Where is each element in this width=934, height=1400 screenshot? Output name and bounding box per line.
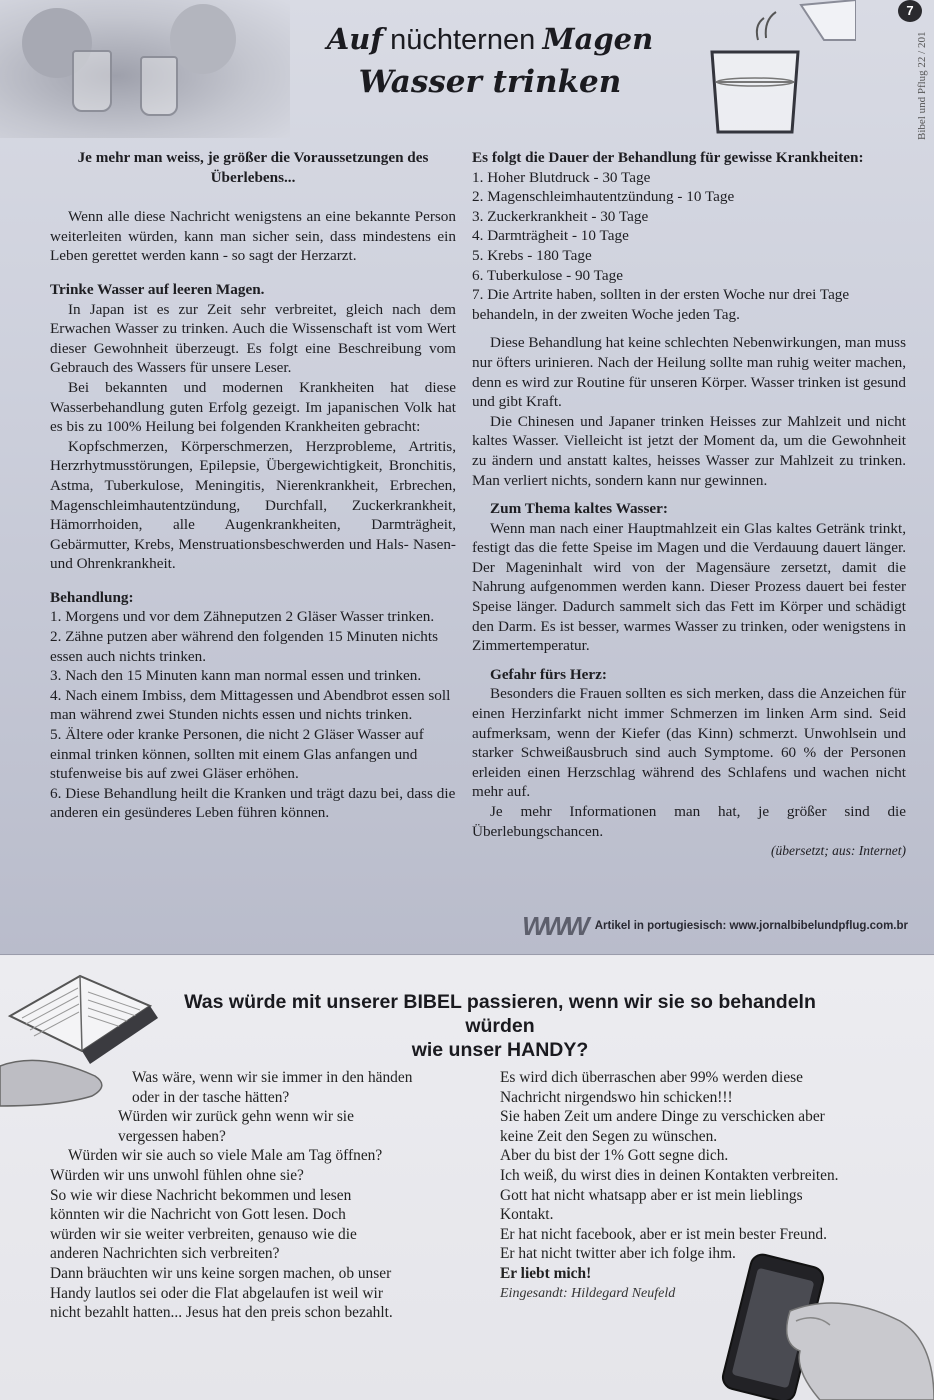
paragraph: Diese Behandlung hat keine schlechten Nebenwirkungen, man muss nur öfters urinieren. Nach der Heilung sollte man ruhig weiter machen, denn es wird zur Routine für unseren Körper. Wasser trinken ist gesund und gibt Kraft. — [472, 334, 906, 411]
text-line: Aber du bist der 1% Gott segne dich. — [500, 1147, 729, 1165]
header-photo-people-toasting — [0, 0, 290, 138]
water-glass-pouring-icon — [706, 0, 856, 135]
treatment-list — [50, 607, 456, 823]
paragraph: Je mehr Informationen man hat, je größer sind die Überlebungschancen. — [472, 803, 906, 840]
website-link-text[interactable]: Artikel in portugiesisch: www.jornalbibelundpflug.com.br — [594, 920, 908, 932]
list-item: 6. Diese Behandlung heilt die Kranken und trägt dazu bei, dass die anderen ein gesünderes Leben führen können. — [50, 784, 456, 822]
text-line: Dann bräuchten wir uns keine sorgen machen, ob unser — [50, 1264, 392, 1282]
list-item: 2. Zähne putzen aber während den folgenden 15 Minuten nichts essen auch nichts trinken. — [50, 628, 439, 665]
poem-column-left — [50, 1068, 470, 1323]
paragraph: Wenn man nach einer Hauptmahlzeit ein Glas kaltes Getränk trinkt, festigt das die fette Speise im Magen und die Verdauung dauert länger. Der Mageninhalt wird von der Magensäure zersetzt, damit die Nahrung aufgenommen werden kann. Dieser Prozess dauert bei fester Speise länger. Dadurch sammelt sich das Fett im Körper und schädigt den Darm. Es ist besser, warmes Wasser zu trinken, oder wenigstens in Zimmertemperatur. — [472, 519, 906, 655]
text-line: Er hat nicht facebook, aber er ist mein bester Freund. — [500, 1225, 827, 1243]
duration-heading: Es folgt die Dauer der Behandlung für gewisse Krankheiten: — [472, 149, 864, 166]
article-title-line1 — [280, 22, 700, 57]
title-word: Magen — [542, 22, 654, 56]
list-item: 2. Magenschleimhautentzündung - 10 Tage — [472, 188, 735, 206]
person-head-shape — [170, 4, 236, 74]
paragraph: Besonders die Frauen sollten es sich merken, dass die Anzeichen für einen Herzinfarkt nicht immer Schmerzen im linken Arm sind. Seid aufmerksam, wenn der Kiefer (das Kinn) schmerzt. Unwohlsein und starker Schweißausbruch sind auch Symptome. 60 % der Personen erleiden einen Herzschlag während des Schlafens und wachen nicht mehr auf. — [472, 685, 906, 801]
article-title — [150, 990, 850, 1062]
text-line: Würden wir sie auch so viele Male am Tag öffnen? — [68, 1147, 383, 1165]
text-line: Was wäre, wenn wir sie immer in den händen — [132, 1069, 413, 1086]
list-item: 3. Nach den 15 Minuten kann man normal essen und trinken. — [50, 667, 422, 685]
list-item: 7. Die Artrite haben, sollten in der ersten Woche nur drei Tage behandeln, in der zweiten Woche jeden Tag. — [472, 286, 850, 323]
title-word: nüchternen — [390, 24, 536, 56]
text-line: oder in der tasche hätten? — [132, 1088, 290, 1106]
title-word: Auf — [326, 22, 383, 56]
text-line: Es wird dich überraschen aber 99% werden diese — [500, 1069, 803, 1086]
article-title-line2: Wasser trinken — [358, 64, 622, 100]
article-column-right — [472, 148, 906, 861]
list-item: 1. Hoher Blutdruck - 30 Tage — [472, 168, 651, 186]
list-item: 5. Krebs - 180 Tage — [472, 246, 592, 264]
text-line: Sie haben Zeit um andere Dinge zu verschicken aber — [500, 1108, 825, 1126]
text-line: Würden wir zurück gehn wenn wir sie — [118, 1108, 354, 1126]
section-heading: Trinke Wasser auf leeren Magen. — [50, 280, 265, 298]
list-item: 6. Tuberkulose - 90 Tage — [472, 266, 623, 284]
paragraph: Die Chinesen und Japaner trinken Heisses zur Mahlzeit und nicht kaltes Wasser. Vielleicht ist jetzt der Moment da, um die Gewohnheit zu ändern und anstatt kaltes, heisses Wasser zur Mahlzeit zu trinken. Man verliert nichts, sondern kann nur gewinnen. — [472, 412, 906, 489]
treatment-heading: Behandlung: — [50, 588, 134, 606]
smartphone-in-hand-icon — [700, 1251, 934, 1400]
text-line: anderen Nachrichten sich verbreiten? — [50, 1245, 280, 1263]
text-line: würden wir sie weiter verbreiten, genauso wie die — [50, 1225, 357, 1243]
text-line: nicht bezahlt hatten... Jesus hat den preis schon bezahlt. — [50, 1304, 393, 1322]
page-number-badge: 7 — [898, 0, 922, 22]
text-line: Er hat nicht twitter aber ich folge ihm. — [500, 1245, 736, 1263]
translation-credit: (übersetzt; aus: Internet) — [771, 843, 906, 859]
glass-icon — [140, 56, 178, 116]
paragraph: In Japan ist es zur Zeit sehr verbreitet, gleich nach dem Erwachen Wasser zu trinken. Auch die Wissenschaft ist vom Wert dieser Gewohnheit überzeugt. Es folgt eine Beschreibung vom Gebrauch des Wassers für unsere Leser. — [50, 300, 456, 377]
article-column-left — [50, 148, 456, 823]
text-line: Handy lautlos sei oder die Flat abgelaufen ist weil wir — [50, 1284, 383, 1302]
intro-paragraph: Wenn alle diese Nachricht wenigstens an eine bekannte Person weiterleiten würden, kann man sicher sein, dass mindestens ein Leben gerettet werden kann - so sagt der Herzarzt. — [50, 208, 456, 265]
section-heading: Zum Thema kaltes Wasser: — [490, 500, 668, 518]
section-heading: Gefahr fürs Herz: — [490, 665, 607, 683]
list-item: 1. Morgens und vor dem Zähneputzen 2 Gläser Wasser trinken. — [50, 608, 435, 626]
text-line: Gott hat nicht whatsapp aber er ist mein lieblings — [500, 1186, 803, 1204]
list-item: 4. Darmträgheit - 10 Tage — [472, 227, 629, 245]
text-line: Kontakt. — [500, 1206, 554, 1224]
title-line: Was würde mit unserer BIBEL passieren, wenn wir sie so behandeln würden — [184, 991, 816, 1037]
text-line: Ich weiß, du wirst dies in deinen Kontakten verbreiten. — [500, 1166, 839, 1184]
text-line: So wie wir diese Nachricht bekommen und lesen — [50, 1186, 352, 1204]
side-magazine-label: Bibel und Pflug 22 / 201 — [916, 31, 928, 140]
website-reference — [484, 908, 908, 944]
sender-credit: Eingesandt: Hildegard Neufeld — [500, 1285, 676, 1301]
text-line: Würden wir uns unwohl fühlen ohne sie? — [50, 1166, 304, 1184]
text-line: könnten wir die Nachricht von Gott lesen. Doch — [50, 1206, 346, 1224]
disease-list-paragraph: Kopfschmerzen, Körperschmerzen, Herzprobleme, Artritis, Herzrhytmusstörungen, Epilepsie, Übergewichtigkeit, Bronchitis, Astma, Tuberkulose, Meningitis, Nierenkrankheit, Erbrechen, Magenschleimhautentzündung, Durchfall, Zuckerkrankheit, Hämorrhoiden, alle Augenkrankheiten, Darmträgheit, Gebärmutter, Krebs, Menstruationsbeschwerden und Hals- Nasen- und Ohrenkrankheit. — [50, 437, 456, 573]
closing-line: Er liebt mich! — [500, 1264, 592, 1282]
www-logo-icon: WWW — [522, 910, 587, 941]
text-line: keine Zeit den Segen zu wünschen. — [500, 1127, 718, 1145]
article-bible-handy — [0, 956, 934, 1400]
text-line: vergessen haben? — [118, 1127, 226, 1145]
text-line: Nachricht nirgendswo hin schicken!!! — [500, 1088, 733, 1106]
list-item: 3. Zuckerkrankheit - 30 Tage — [472, 207, 649, 225]
glass-icon — [72, 50, 112, 112]
list-item: 4. Nach einem Imbiss, dem Mittagessen und Abendbrot essen soll man während zwei Stunden nichts essen und nichts trinken. — [50, 686, 451, 724]
paragraph: Bei bekannten und modernen Krankheiten hat diese Wasserbehandlung guten Erfolg gezeigt. Im japanischen Volk hat es bis zu 100% Heilung bei folgenden Krankheiten gebracht: — [50, 378, 456, 436]
intro-heading: Je mehr man weiss, je größer die Voraussetzungen des Überlebens... — [77, 149, 429, 186]
duration-list — [472, 168, 906, 325]
list-item: 5. Ältere oder kranke Personen, die nicht 2 Gläser Wasser auf einmal trinken können, sollten mit einem Glas anfangen und stufenweise bis auf zwei Gläser erhöhen. — [50, 726, 424, 783]
title-line: wie unser HANDY? — [411, 1039, 589, 1061]
